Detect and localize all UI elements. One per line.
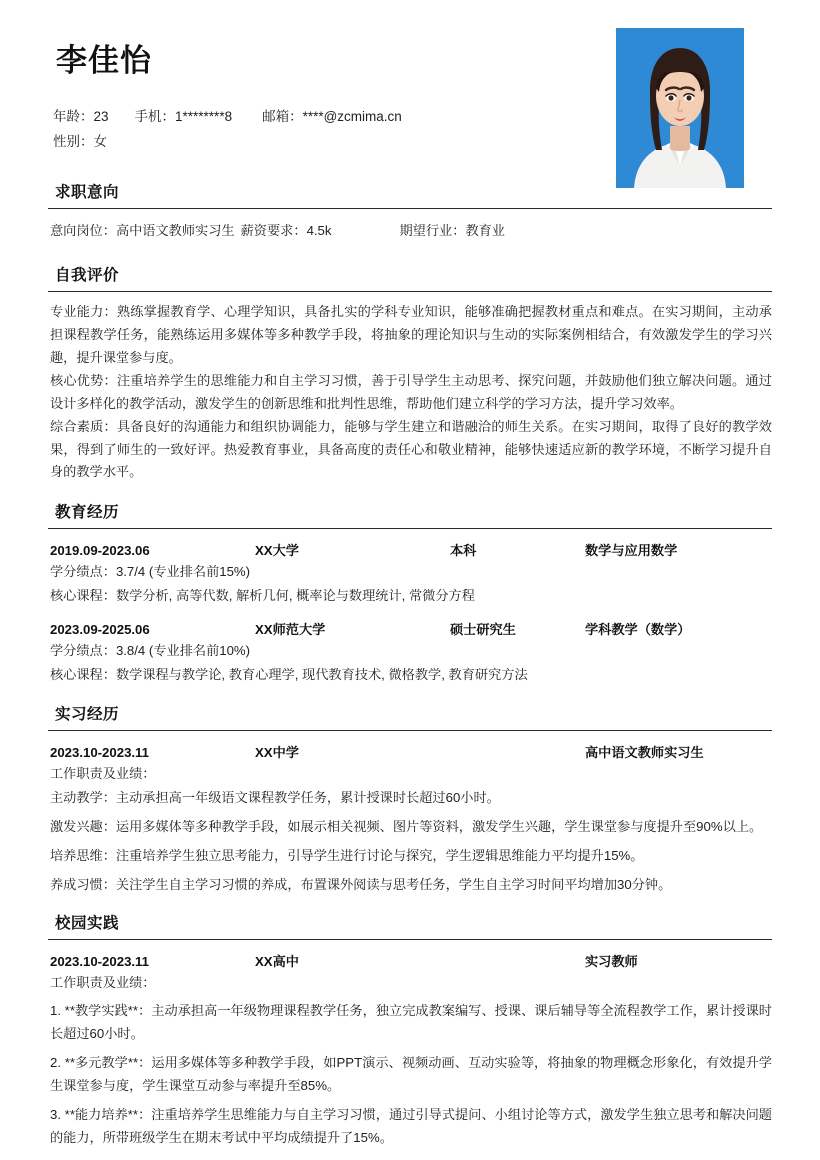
education-gpa-value: 3.7/4 (专业排名前15%) [115,564,251,580]
education-degree: 硕士研究生 [450,621,516,637]
candidate-name: 李佳怡 [56,43,152,78]
internship-org: XX中学 [255,745,299,761]
section-campus-practice [0,911,820,1151]
candidate-photo [616,28,744,188]
internship-bullet: 培养思维：注重培养学生独立思考能力，引导学生进行讨论与探究，学生逻辑思维能力平均提升15%。 [50,847,644,863]
internship-date: 2023.10-2023.11 [50,745,150,761]
education-date: 2023.09-2025.06 [50,621,150,637]
intent-industry-label: 期望行业： [399,223,466,238]
age-value: 23 [93,109,109,125]
intent-industry [400,220,506,243]
internship-role: 高中语文教师实习生 [585,745,704,761]
internship-bullet: 激发兴趣：运用多媒体等多种教学手段，如展示相关视频、图片等资料，激发学生兴趣，学生课堂参与度提升至90%以上。 [50,818,763,834]
job-intent-row [50,209,772,243]
campus-practice-entry [50,940,772,1151]
resume-header [0,0,820,180]
intent-position [50,220,235,243]
internship-entry-header [50,742,772,762]
education-degree: 本科 [450,543,477,559]
internship-title: 实习经历 [55,706,120,724]
education-gpa-label: 学分绩点： [50,564,116,580]
portrait-illustration [616,28,744,188]
education-courses-value: 数学课程与教学论, 教育心理学, 现代教育技术, 微格教学, 教育研究方法 [115,666,528,682]
internship-body [48,731,772,896]
education-gpa-value: 3.8/4 (专业排名前10%) [115,642,251,658]
gender-label: 性别： [53,134,94,150]
gender-value: 女 [93,134,107,150]
education-courses [50,664,772,687]
campus-practice-entry-header [50,951,772,971]
campus-practice-title: 校园实践 [55,914,120,932]
self-evaluation-paragraph: 专业能力：熟练掌握教育学、心理学知识，具备扎实的学科专业知识，能够准确把握教材重点和难点。在实习期间，主动承担课程教学任务，能熟练运用多媒体等多种教学手段，将抽象的理论知识与生动的实际案例相结合，有效激发学生的学习兴趣，提升课堂参与度。 [50,303,772,365]
job-intent-body [48,209,772,243]
campus-practice-date: 2023.10-2023.11 [50,953,150,969]
internship-bullet: 养成习惯：关注学生自主学习习惯的养成，布置课外阅读与思考任务，学生自主学习时间平均增加30分钟。 [50,876,672,892]
phone-value: 1********8 [175,109,233,125]
intent-industry-value: 教育业 [465,223,505,238]
education-entry-header [50,540,772,560]
campus-practice-duty-label: 工作职责及业绩： [50,974,156,990]
section-internship [0,702,820,896]
section-self-evaluation [0,263,820,485]
education-courses-value: 数学分析, 高等代数, 解析几何, 概率论与数理统计, 常微分方程 [115,588,475,604]
education-courses-label: 核心课程： [50,666,116,682]
email-value: ****@zcmima.cn [302,109,402,125]
intent-salary-label: 薪资要求： [240,223,307,238]
intent-position-label: 意向岗位： [50,223,116,238]
education-title: 教育经历 [55,504,120,522]
self-evaluation-paragraph: 核心优势：注重培养学生的思维能力和自主学习习惯，善于引导学生主动思考、探究问题，并鼓励他们独立解决问题。通过设计多样化的教学活动，激发学生的创新思维和批判性思维，帮助他们建立科学的学习方法，提升学习效率。 [50,372,772,411]
education-entry-header [50,619,772,639]
intent-salary-value: 4.5k [306,223,332,238]
intent-position-value: 高中语文教师实习生 [115,223,235,238]
age-label: 年龄： [53,109,94,125]
education-major: 数学与应用数学 [585,543,678,559]
internship-entry [50,731,772,896]
campus-practice-bullet: 2. **多元教学**：运用多媒体等多种教学手段，如PPT演示、视频动画、互动实验等，将抽象的物理概念形象化，有效提升学生课堂参与度，学生课堂互动参与率提升至85%。 [50,1055,772,1094]
campus-practice-bullet: 1. **教学实践**：主动承担高一年级物理课程教学任务，独立完成教案编写、授课、课后辅导等全流程教学工作，累计授课时长超过60小时。 [50,1003,772,1042]
education-school: XX大学 [255,543,299,559]
internship-duty-label: 工作职责及业绩： [50,766,156,782]
campus-practice-role: 实习教师 [585,953,638,969]
campus-practice-org: XX高中 [255,953,299,969]
job-intent-title: 求职意向 [55,184,120,201]
education-gpa [50,640,772,663]
education-date: 2019.09-2023.06 [50,543,150,559]
campus-practice-body [48,940,772,1151]
self-evaluation-body [48,292,772,485]
self-evaluation-paragraph: 综合素质：具备良好的沟通能力和组织协调能力，能够与学生建立和谐融洽的师生关系。在实习期间，取得了良好的教学效果，得到了师生的一致好评。热爱教育事业，具备高度的责任心和敬业精神，能够快速适应新的教学环境，不断学习提升自身的教学水平。 [50,418,772,480]
section-job-intent [0,180,820,243]
self-evaluation-title: 自我评价 [55,266,120,284]
section-education [0,500,820,686]
internship-bullet: 主动教学：主动承担高一年级语文课程教学任务，累计授课时长超过60小时。 [50,789,500,805]
education-entry [50,529,772,607]
phone-label: 手机： [134,109,176,125]
education-gpa [50,561,772,584]
education-major: 学科教学（数学） [585,621,691,637]
campus-practice-bullet: 3. **能力培养**：注重培养学生思维能力与自主学习习惯，通过引导式提问、小组讨论等方式，激发学生独立思考和解决问题的能力，所带班级学生在期末考试中平均成绩提升了15%。 [50,1107,772,1146]
education-gpa-label: 学分绩点： [50,642,116,658]
education-entry [50,608,772,686]
education-school: XX师范大学 [255,621,326,637]
intent-salary [241,220,332,243]
education-courses-label: 核心课程： [50,588,116,604]
education-courses [50,585,772,608]
email-label: 邮箱： [262,109,303,125]
education-body [48,529,772,686]
